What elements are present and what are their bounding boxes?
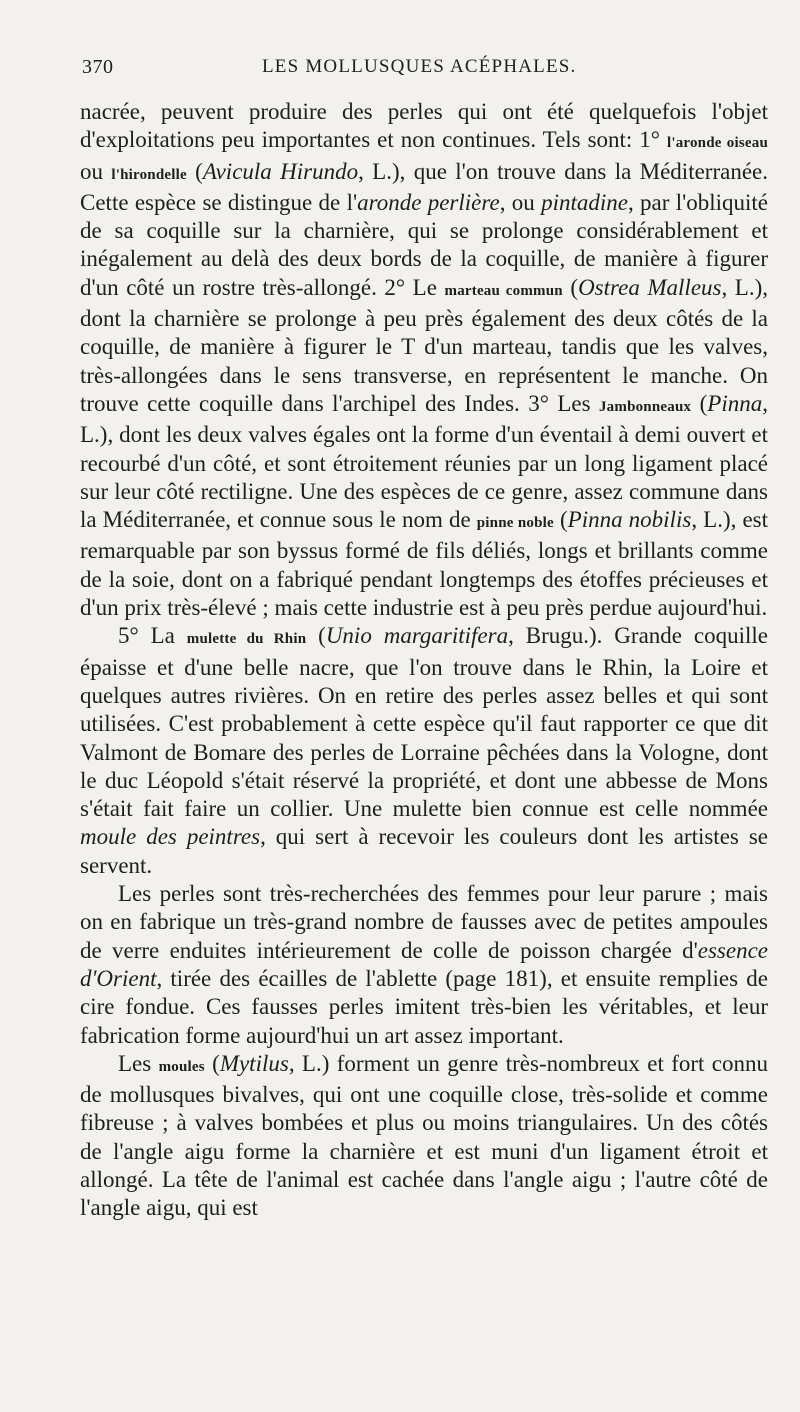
bold-term: mulette du Rhin — [186, 631, 307, 648]
bold-term: Jambonneaux — [598, 398, 692, 415]
text-run: Les — [118, 1050, 159, 1076]
bold-term: l'aronde oiseau — [666, 135, 768, 152]
italic-term: Pinna — [707, 390, 763, 416]
text-run: , par l'obliquité de sa coquille sur la charnière, qui se prolonge considérablement et inégalement au delà des deux bords de la coquille, de manière à figurer d'un côté un rostre très-allongé. 2° Le — [80, 189, 768, 300]
italic-term: Avicula Hirundo — [202, 158, 359, 184]
bold-term: moules — [158, 1058, 205, 1075]
text-run: nacrée, peuvent produire des perles qui ont été quelquefois l'objet d'exploitations peu importantes et non continues. Tels sont: 1° — [80, 99, 768, 153]
text-run: 5° La — [118, 623, 187, 649]
text-run: , ou — [499, 189, 542, 215]
italic-term: Pinna nobilis — [567, 507, 692, 533]
italic-term: essence d'Orient — [80, 937, 768, 991]
text-run: ( — [562, 274, 579, 300]
text-run: , L.), est remarquable par son byssus formé de fils déliés, longs et brillants comme de la soie, dont on a fabriqué pendant longtemps des étoffes précieuses et d'un prix très-élevé ; mais cette industrie est à peu près perdue aujourd'hui. — [80, 507, 768, 621]
text-run: , L.), dont la charnière se prolonge à peu près également des deux côtés de la coquille, de manière à figurer le T d'un marteau, tandis que les valves, très-allongées dans le sens transverse, en représentent le manche. On trouve cette coquille dans l'archipel des Indes. 3° Les — [80, 274, 768, 416]
text-run: , qui sert à recevoir les couleurs dont les artistes se servent. — [80, 824, 768, 878]
italic-term: pintadine — [541, 189, 628, 215]
text-run: ( — [186, 158, 203, 184]
paragraph-pearl-producers — [80, 98, 768, 622]
paragraph-mulette-du-rhin — [80, 622, 768, 880]
text-run: , tirée des écailles de l'ablette (page 181), et ensuite remplies de cire fondue. Ces fausses perles imitent très-bien les véritables, et leur fabrication forme aujourd'hui un art assez important. — [80, 965, 768, 1048]
bold-term: pinne noble — [476, 515, 554, 532]
text-run: ( — [553, 507, 568, 533]
running-header — [82, 56, 768, 88]
italic-term: aronde perlière — [357, 189, 500, 215]
text-run: ( — [306, 623, 326, 649]
italic-term: moule des peintres — [80, 824, 261, 850]
text-run: , L.), que l'on trouve dans la Méditerranée. Cette espèce se distingue de l' — [80, 158, 768, 215]
text-run: ( — [204, 1050, 220, 1076]
paragraph-moules — [80, 1050, 768, 1223]
page-number: 370 — [82, 56, 114, 78]
italic-term: Ostrea Malleus — [578, 274, 722, 300]
text-run: , L.), dont les deux valves égales ont la forme d'un éventail à demi ouvert et recourbé d'un côté, et sont étroitement réunies par un long ligament placé sur leur côté rectiligne. Une des espèces de ce genre, assez commune dans la Méditerranée, et connue sous le nom de — [80, 390, 768, 533]
running-title: LES MOLLUSQUES ACÉPHALES. — [262, 56, 577, 77]
text-run: ou — [80, 158, 112, 184]
bold-term: marteau commun — [444, 282, 563, 299]
italic-term: Mytilus — [219, 1050, 289, 1076]
italic-term: Unio margaritifera — [325, 623, 509, 649]
body-text — [80, 98, 768, 1223]
text-run: , L.) forment un genre très-nombreux et fort connu de mollusques bivalves, qui ont une coquille close, très-solide et comme fibreuse ; à valves bombées et plus ou moins triangulaires. Un des côtés de l'angle aigu forme la charnière et est muni d'un ligament étroit et allongé. La tête de l'animal est cachée dans l'angle aigu ; l'autre côté de l'angle aigu, qui est — [80, 1050, 768, 1221]
bold-term: l'hirondelle — [111, 166, 187, 183]
paragraph-false-pearls — [80, 880, 768, 1050]
text-run: , Brugu.). Grande coquille épaisse et d'une belle nacre, que l'on trouve dans le Rhin, la Loire et quelques autres rivières. On en retire des perles assez belles et qui sont utilisées. C'est probablement à cette espèce qu'il faut rapporter ce que dit Valmont de Bomare des perles de Lorraine pêchées dans la Vologne, dont le duc Léopold s'était réservé la propriété, et dont une abbesse de Mons s'était fait faire un collier. Une mulette bien connue est celle nommée — [80, 623, 768, 822]
text-run: Les perles sont très-recherchées des femmes pour leur parure ; mais on en fabrique un très-grand nombre de fausses avec de petites ampoules de verre enduites intérieurement de colle de poisson chargée d' — [80, 881, 768, 963]
text-run: ( — [691, 390, 708, 416]
